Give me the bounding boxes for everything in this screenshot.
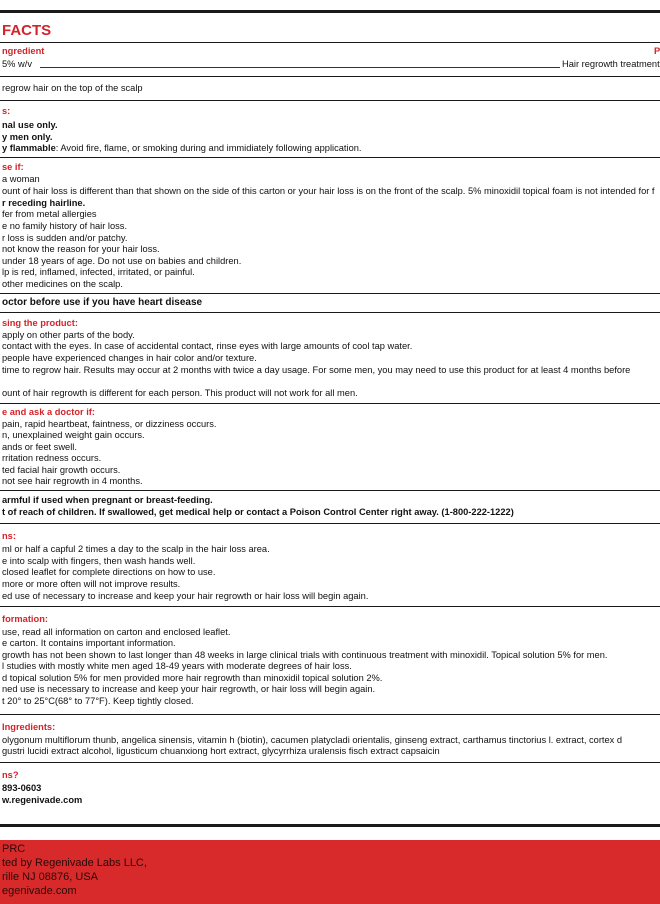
do-not-use-line: not know the reason for your hair loss. [2,244,160,254]
stop-use-line: n, unexplained weight gain occurs. [2,430,145,440]
when-using-line: people have experienced changes in hair color and/or texture. [2,353,257,363]
do-not-use-line: lp is red, inflamed, infected, irritated, or painful. [2,267,195,277]
leader-line [40,67,560,68]
footer-line: egenivade.com [2,885,77,897]
page-title: FACTS [2,22,52,39]
do-not-use-line: under 18 years of age. Do not use on babies and children. [2,256,242,266]
do-not-use-line: e no family history of hair loss. [2,221,128,231]
top-border [0,10,660,13]
directions-line: more or more often will not improve results. [2,579,181,589]
directions-heading: ns: [2,531,16,541]
pregnancy-warning: armful if used when pregnant or breast-feeding. [2,495,213,505]
stop-use-line: pain, rapid heartbeat, faintness, or dizziness occurs. [2,419,217,429]
do-not-use-line: ount of hair loss is different than that shown on the side of this carton or your hair loss is on the front of the scalp. 5% minoxidil topical foam is not intended for f [2,186,655,196]
other-info-line: use, read all information on carton and enclosed leaflet. [2,627,231,637]
footer-line: PRC [2,843,26,855]
warning-item [2,143,362,155]
warning-flammable-rest: : Avoid fire, flame, or smoking during and immidiately following application. [55,143,362,153]
do-not-use-line: r loss is sudden and/or patchy. [2,233,128,243]
warnings-heading: s: [2,106,11,116]
directions-line: closed leaflet for complete directions on how to use. [2,567,216,577]
other-info-line: e carton. It contains important information. [2,638,176,648]
divider [0,100,660,101]
do-not-use-heading: se if: [2,162,24,172]
do-not-use-line: other medicines on the scalp. [2,279,123,289]
divider [0,42,660,43]
do-not-use-line: r receding hairline. [2,198,86,208]
use-text: regrow hair on the top of the scalp [2,83,143,93]
active-ingredient-amount: 5% w/v [2,59,32,69]
bottom-border [0,824,660,827]
when-using-line: time to regrow hair. Results may occur at 2 months with twice a day usage. For some men, you may need to use this product for at least 4 months before [2,365,631,375]
footer-line: rille NJ 08876, USA [2,871,98,883]
stop-use-line: ted facial hair growth occurs. [2,465,121,475]
directions-line: ed use of necessary to increase and keep your hair regrowth or hair loss will begin again. [2,591,369,601]
warning-item: y men only. [2,132,53,142]
children-warning: t of reach of children. If swallowed, get medical help or contact a Poison Control Center right away. (1-800-222-1222) [2,507,514,517]
do-not-use-line: a woman [2,174,40,184]
other-info-line: ned use is necessary to increase and keep your hair regrowth, or hair loss will begin again. [2,684,376,694]
stop-use-line: ands or feet swell. [2,442,77,452]
stop-use-line: not see hair regrowth in 4 months. [2,476,143,486]
manufacturer-footer [0,840,660,904]
divider [0,157,660,158]
divider [0,76,660,77]
other-info-line: t 20° to 25°C(68° to 77°F). Keep tightly closed. [2,696,194,706]
other-info-heading: formation: [2,614,48,624]
other-info-line: growth has not been shown to last longer than 48 weeks in large clinical trials with continuous treatment with minoxidil. Topical solution 5% for men. [2,650,608,660]
directions-line: e into scalp with fingers, then wash hands well. [2,556,196,566]
inactive-ingredients-line: gustri lucidi extract alcohol, ligusticum chuanxiong hort extract, glycyrrhiza uralensis fisch extract capsaicin [2,746,440,756]
divider [0,490,660,491]
footer-line: ted by Regenivade Labs LLC, [2,857,147,869]
stop-use-heading: e and ask a doctor if: [2,407,95,417]
questions-heading: ns? [2,770,19,780]
other-info-line: d topical solution 5% for men provided more hair regrowth than minoxidil topical solution 2%. [2,673,383,683]
divider [0,403,660,404]
divider [0,714,660,715]
when-using-line: ount of hair regrowth is different for each person. This product will not work for all men. [2,388,358,398]
questions-website: w.regenivade.com [2,795,83,805]
divider [0,312,660,313]
do-not-use-line: fer from metal allergies [2,209,97,219]
warning-flammable-lead: y flammable [2,143,56,153]
divider [0,606,660,607]
divider [0,523,660,524]
divider [0,762,660,763]
heart-disease-warning: octor before use if you have heart disease [2,297,203,308]
warning-item: nal use only. [2,120,58,130]
when-using-heading: sing the product: [2,318,78,328]
divider [0,293,660,294]
active-ingredient-label: ngredient [2,46,45,56]
questions-phone: 893-0603 [2,783,42,793]
purpose-text: Hair regrowth treatment [562,59,660,69]
purpose-label: P [654,46,660,56]
directions-line: ml or half a capful 2 times a day to the scalp in the hair loss area. [2,544,270,554]
when-using-line: apply on other parts of the body. [2,330,135,340]
inactive-ingredients-line: olygonum multiflorum thunb, angelica sinensis, vitamin h (biotin), cacumen platycladi orientalis, ginseng extract, carthamus tinctorius l. extract, cortex d [2,735,623,745]
inactive-ingredients-heading: Ingredients: [2,722,56,732]
stop-use-line: rritation redness occurs. [2,453,102,463]
other-info-line: l studies with mostly white men aged 18-49 years with moderate degrees of hair loss. [2,661,352,671]
when-using-line: contact with the eyes. In case of accidental contact, rinse eyes with large amounts of cool tap water. [2,341,413,351]
